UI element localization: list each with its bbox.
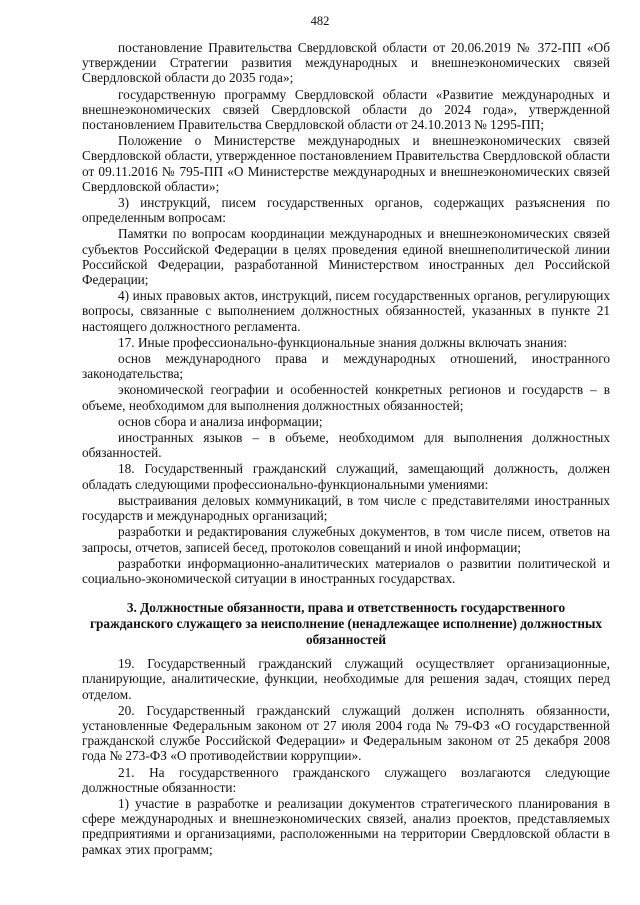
paragraph: разработки и редактирования служебных документов, в том числе писем, ответов на запросы, отчетов, записей бесед, протоколов совещаний и иной информации;	[82, 524, 610, 555]
paragraph: основ сбора и анализа информации;	[118, 413, 323, 429]
paragraph: 17. Иные профессионально-функциональные знания должны включать знания:	[118, 334, 568, 350]
paragraph: 19. Государственный гражданский служащий осуществляет организационные, планирующие, аналитические, функции, необходимые для решения задач, стоящих перед отделом.	[82, 656, 610, 702]
paragraph: основ международного права и международных отношений, иностранного законодательства;	[82, 351, 610, 382]
page-number: 482	[310, 14, 330, 28]
paragraph: 20. Государственный гражданский служащий должен исполнять обязанности, установленные Федеральным законом от 27 июля 2004 года № 79-ФЗ «О государственной гражданской службе Российской Федерации» и Федеральным законом от 25 декабря 2008 года № 273-ФЗ «О противодействии коррупции».	[82, 702, 610, 764]
paragraph: 4) иных правовых актов, инструкций, писем государственных органов, регулирующих вопросы, связанные с выполнением должностных обязанностей, указанных в пункте 21 настоящего должностного регламента.	[82, 288, 610, 334]
paragraph: разработки информационно-аналитических материалов о развитии политической и социально-экономической ситуации в иностранных государствах.	[82, 555, 610, 586]
paragraph: 18. Государственный гражданский служащий, замещающий должность, должен обладать следующими профессионально-функциональными умениями:	[82, 461, 610, 492]
paragraph: экономической географии и особенностей конкретных регионов и государств – в объеме, необходимом для выполнения должностных обязанностей;	[82, 382, 610, 413]
document-body	[82, 40, 610, 858]
paragraph: государственную программу Свердловской области «Развитие международных и внешнеэкономических связей Свердловской области до 2024 года», утвержденной постановлением Правительства Свердловской области от 24.10.2013 № 1295-ПП;	[82, 86, 610, 133]
paragraph: 1) участие в разработке и реализации документов стратегического планирования в сфере международных и внешнеэкономических связей, анализ проектов, представляемых предприятиями и организациями, расположенными на территории Свердловской области в рамках этих программ;	[82, 795, 610, 857]
paragraph: Положение о Министерстве международных и внешнеэкономических связей Свердловской области, утвержденное постановлением Правительства Свердловской области от 09.11.2016 № 795-ПП «О Министерстве международных и внешнеэкономических связей Свердловской области»;	[82, 133, 610, 194]
paragraphs-after	[82, 656, 610, 857]
paragraph: постановление Правительства Свердловской области от 20.06.2019 № 372-ПП «Об утверждении Стратегии развития международных и внешнеэкономических связей Свердловской области до 2035 года»;	[82, 40, 610, 86]
section-title: 3. Должностные обязанности, права и ответственность государственного гражданского служащего за неисполнение (ненадлежащее исполнение) должностных обязанностей	[89, 600, 603, 648]
paragraph: выстраивания деловых коммуникаций, в том числе с представителями иностранных государств и международных организаций;	[82, 492, 610, 524]
paragraph: Памятки по вопросам координации международных и внешнеэкономических связей субъектов Российской Федерации в целях проведения единой внешнеполитической линии Российской Федерации, разработанной Министерством иностранных дел Российской Федерации;	[82, 226, 610, 288]
paragraph: 21. На государственного гражданского служащего возлагаются следующие должностные обязанности:	[82, 764, 610, 795]
paragraphs-before	[82, 40, 610, 586]
paragraph: 3) инструкций, писем государственных органов, содержащих разъяснения по определенным вопросам:	[82, 195, 610, 226]
paragraph: иностранных языков – в объеме, необходимом для выполнения должностных обязанностей.	[82, 430, 610, 461]
